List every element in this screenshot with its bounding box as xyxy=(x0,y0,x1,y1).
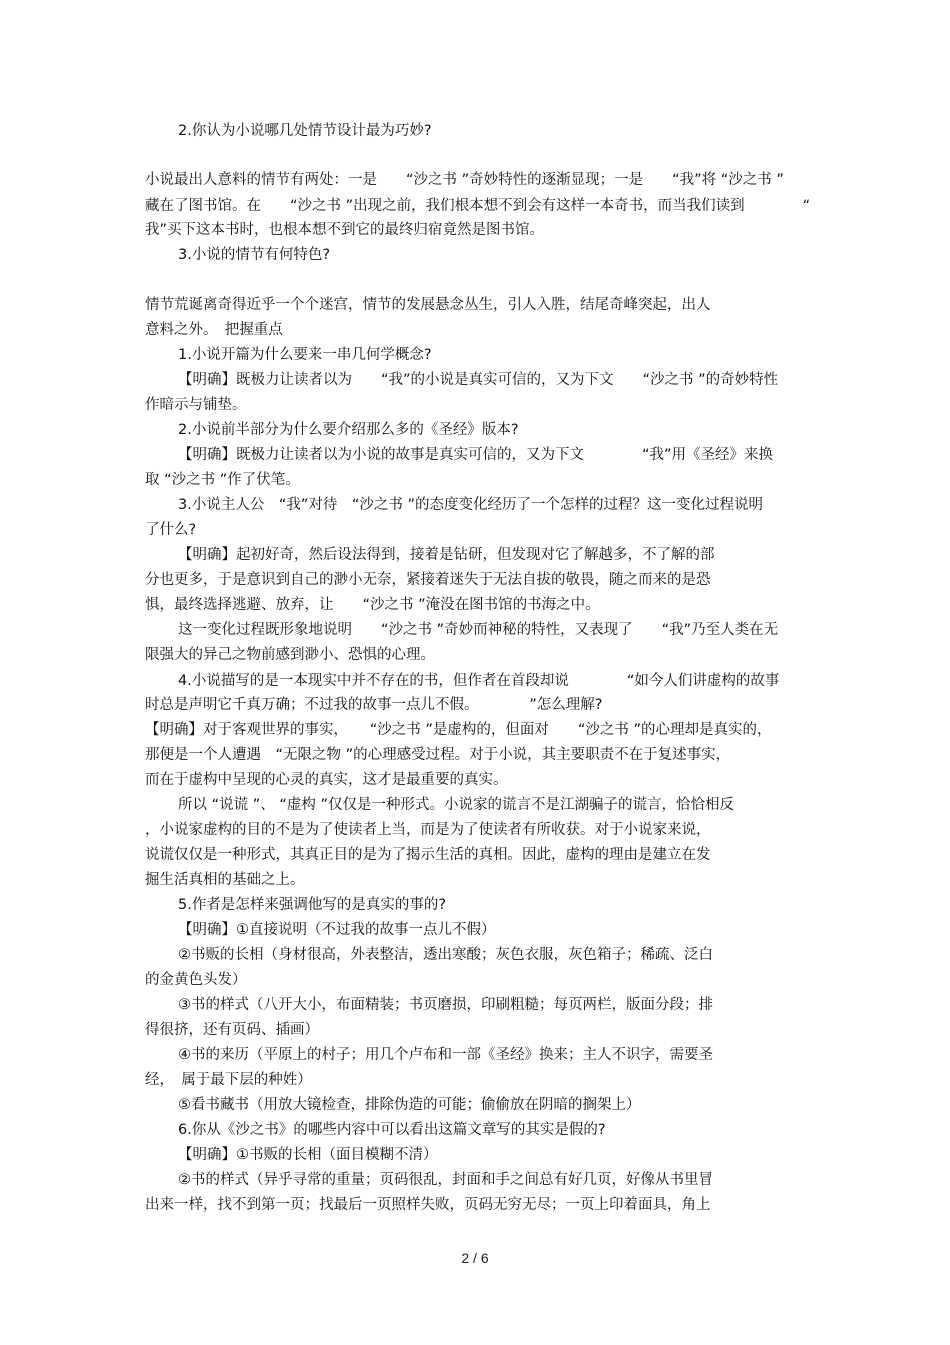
text-line: 的金黄色头发） xyxy=(145,972,247,988)
text-line: 我”买下这本书时，也根本想不到它的最终归宿竟然是图书馆。 xyxy=(145,222,545,238)
text-line: 这一变化过程既形象地说明 “沙之书 ”奇妙而神秘的特性，又表现了 “我”乃至人类在无 xyxy=(178,622,779,638)
text-line: 作暗示与铺垫。 xyxy=(145,397,247,413)
text-line: 所以 “说谎 ”、 “虚构 ”仅仅是一种形式。小说家的谎言不是江湖骗子的谎言，恰恰相反 xyxy=(178,797,734,813)
text-line: 得很挤，还有页码、插画） xyxy=(145,1022,319,1038)
text-line: ④书的来历（平原上的村子；用几个卢布和一部《圣经》换来；主人不识字，需要圣 xyxy=(178,1047,713,1063)
text-line: 说谎仅仅是一种形式，其真正目的是为了揭示生活的真相。因此，虚构的理由是建立在发 xyxy=(145,847,711,863)
text-line: 小说最出人意料的情节有两处：一是 “沙之书 ”奇妙特性的逐渐显现；一是 “我”将 “沙之书 ” xyxy=(145,172,784,188)
text-line: 掘生活真相的基础之上。 xyxy=(145,872,305,888)
text-line: 2.小说前半部分为什么要介绍那么多的《圣经》版本? xyxy=(178,422,519,438)
text-line: 出来一样，找不到第一页；找最后一页照样失败，页码无穷无尽；一页上印着面具，角上 xyxy=(145,1197,711,1213)
text-line: ⑤看书藏书（用放大镜检查，排除伪造的可能；偷偷放在阴暗的搁架上） xyxy=(178,1097,641,1113)
text-line: 藏在了图书馆。在 “沙之书 ”出现之前，我们根本想不到会有这样一本奇书，而当我们读到 “ xyxy=(145,198,811,214)
text-line: 经， 属于最下层的种姓） xyxy=(145,1072,312,1088)
text-line: 5.作者是怎样来强调他写的是真实的事的? xyxy=(178,897,447,913)
text-line: 【明确】对于客观世界的事实， “沙之书 ”是虚构的，但面对 “沙之书 ”的心理却是真实的， xyxy=(145,722,772,738)
text-line: 了什么? xyxy=(145,522,197,538)
text-line: 分也更多，于是意识到自己的渺小无奈，紧接着迷失于无法自拔的敬畏，随之而来的是恐 xyxy=(145,572,711,588)
text-line: 2.你认为小说哪几处情节设计最为巧妙? xyxy=(178,123,432,139)
text-line: 4.小说描写的是一本现实中并不存在的书，但作者在首段却说 “如今人们讲虚构的故事 xyxy=(178,673,780,689)
text-line: 限强大的异己之物前感到渺小、恐惧的心理。 xyxy=(145,647,435,663)
text-line: 3.小说主人公 “我”对待 “沙之书 ”的态度变化经历了一个怎样的过程？这一变化过程说明 xyxy=(178,497,763,513)
text-line: 【明确】起初好奇，然后设法得到，接着是钻研，但发现对它了解越多，不了解的部 xyxy=(178,547,715,563)
text-line: ③书的样式（八开大小，布面精装；书页磨损，印刷粗糙；每页两栏，版面分段；排 xyxy=(178,997,713,1013)
text-line: 取 “沙之书 ”作了伏笔。 xyxy=(145,472,300,488)
text-line: 3.小说的情节有何特色? xyxy=(178,247,331,263)
text-line: 【明确】①书贩的长相（面目模糊不清） xyxy=(178,1147,438,1163)
text-line: 情节荒诞离奇得近乎一个个迷宫，情节的发展悬念丛生，引人入胜，结尾奇峰突起，出人 xyxy=(145,297,711,313)
text-line: 而在于虚构中呈现的心灵的真实，这才是最重要的真实。 xyxy=(145,772,508,788)
text-line: 【明确】既极力让读者以为 “我”的小说是真实可信的，又为下文 “沙之书 ”的奇妙特性 xyxy=(178,372,779,388)
text-line: 【明确】既极力让读者以为小说的故事是真实可信的，又为下文 “我”用《圣经》来换 xyxy=(178,447,774,463)
text-line: 1.小说开篇为什么要来一串几何学概念? xyxy=(178,347,432,363)
text-line: ，小说家虚构的目的不是为了使读者上当，而是为了使读者有所收获。对于小说家来说， xyxy=(145,822,711,838)
text-line: ②书贩的长相（身材很高，外表整洁，透出寒酸；灰色衣服，灰色箱子；稀疏、泛白 xyxy=(178,947,713,963)
text-line: 【明确】①直接说明（不过我的故事一点儿不假） xyxy=(178,922,496,938)
page-number: 2 / 6 xyxy=(461,1250,489,1266)
text-line: 6.你从《沙之书》的哪些内容中可以看出这篇文章写的其实是假的? xyxy=(178,1122,606,1138)
text-line: 时总是声明它千真万确；不过我的故事一点儿不假。 ”怎么理解? xyxy=(145,697,603,713)
text-line: 惧，最终选择逃避、放弃，让 “沙之书 ”淹没在图书馆的书海之中。 xyxy=(145,597,600,613)
text-line: 那便是一个人遭遇 “无限之物 ”的心理感受过程。对于小说，其主要职责不在于复述事实， xyxy=(145,747,731,763)
text-line: ②书的样式（异乎寻常的重量；页码很乱，封面和手之间总有好几页，好像从书里冒 xyxy=(178,1172,713,1188)
text-line: 意料之外。 把握重点 xyxy=(145,322,283,338)
